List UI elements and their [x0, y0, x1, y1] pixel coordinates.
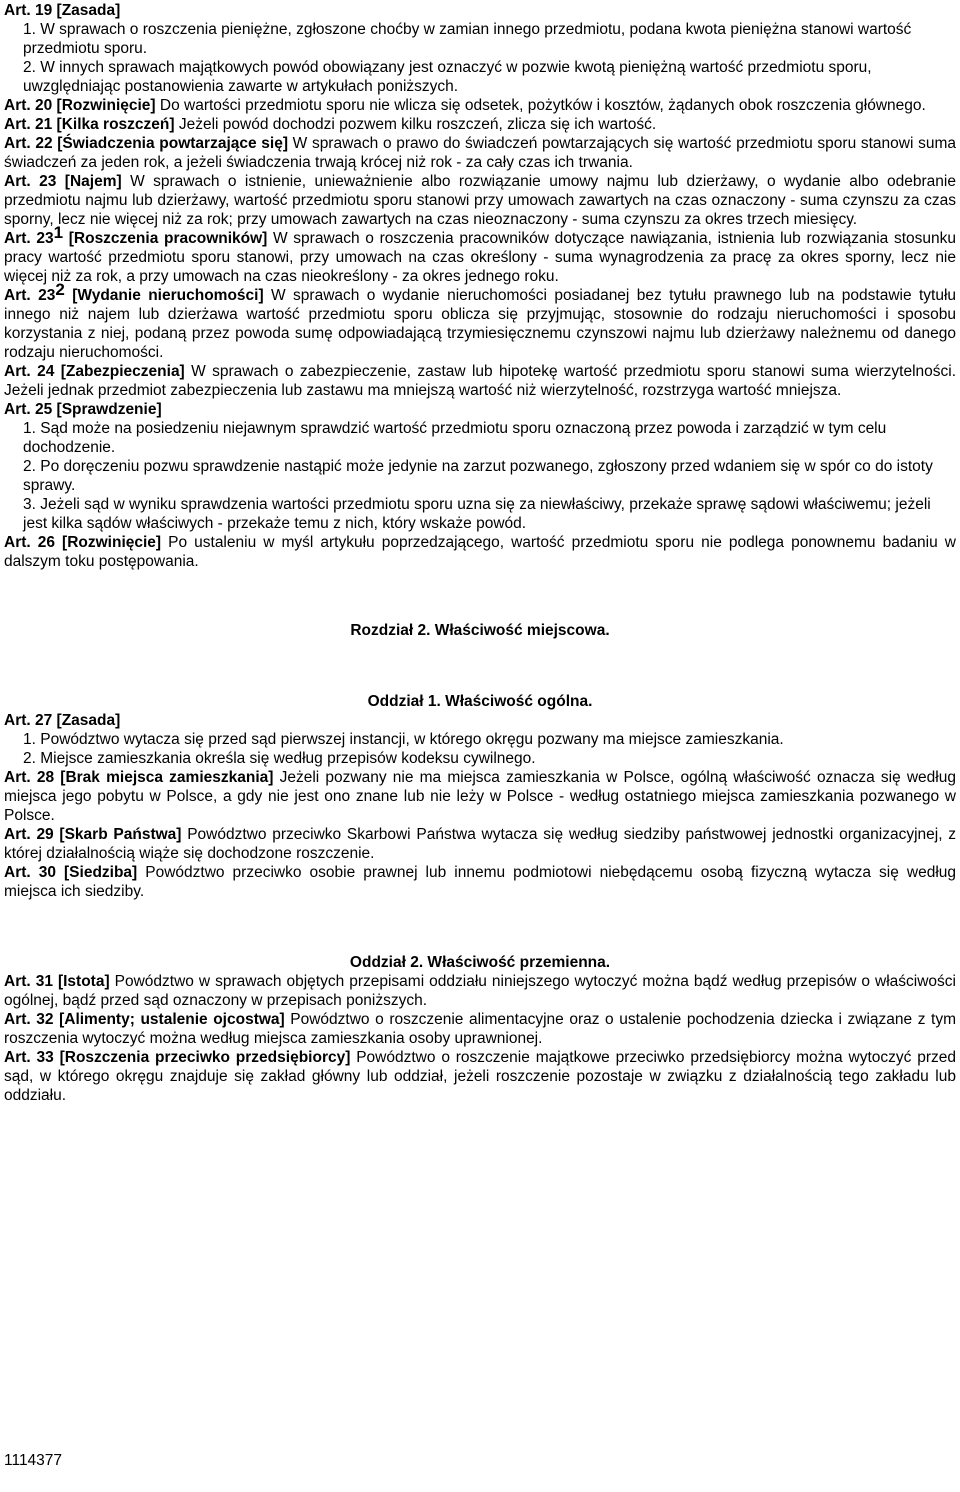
article-23-heading: Art. 23 [Najem] — [4, 173, 122, 190]
article-23-1-text: W sprawach o roszczenia pracowników dotyczące nawiązania, istnienia lub rozwiązania stosunku pracy wartość przedmiotu sporu stanowi, przy umowach na czas określony - suma wynagrodzenia za pracę za okres sporny, lecz nie więcej niż za rok, a przy umowach na czas nieokreślony - za okres jednego roku. — [4, 230, 956, 285]
article-21-text: Jeżeli powód dochodzi pozwem kilku roszczeń, zlicza się ich wartość. — [174, 116, 657, 133]
article-23-1-superscript: 1 — [53, 223, 64, 242]
footer-document-number: 1114377 — [4, 1452, 63, 1469]
article-32-heading: Art. 32 [Alimenty; ustalenie ojcostwa] — [4, 1011, 285, 1028]
article-29-heading: Art. 29 [Skarb Państwa] — [4, 826, 182, 843]
section-1-heading: Oddział 1. Właściwość ogólna. — [367, 693, 593, 710]
article-23-2 — [4, 280, 957, 362]
article-29 — [4, 825, 956, 863]
article-19-title: Art. 19 [Zasada] — [4, 2, 121, 19]
article-23-2-art: Art. 23 — [4, 287, 56, 304]
article-24 — [4, 362, 956, 400]
article-30 — [4, 863, 956, 901]
article-20 — [4, 96, 956, 115]
article-26-text: Po ustaleniu w myśl artykułu poprzedzającego, wartość przedmiotu sporu nie podlega ponownemu badaniu w dalszym toku postępowania. — [4, 534, 956, 570]
article-28 — [4, 768, 956, 825]
article-28-text: Jeżeli pozwany nie ma miejsca zamieszkania w Polsce, ogólną właściwość oznacza się według miejsca jego pobytu w Polsce, a gdy nie jest ono znane lub nie leży w Polsce - według ostatniego miejsca zamieszkania pozwanego w Polsce. — [4, 769, 956, 824]
article-22-heading: Art. 22 [Świadczenia powtarzające się] — [4, 135, 288, 152]
article-23-1-heading: [Roszczenia pracowników] — [63, 230, 268, 247]
article-27-title: Art. 27 [Zasada] — [4, 712, 121, 729]
article-24-text: W sprawach o zabezpieczenie, zastaw lub hipotekę wartość przedmiotu sporu stanowi suma wierzytelności. Jeżeli jednak przedmiot zabezpieczenia lub zastawu ma mniejszą wartość niż wierzytelność, rozstrzyga wartość mniejsza. — [4, 363, 957, 399]
article-30-heading: Art. 30 [Siedziba] — [4, 864, 138, 881]
article-26-heading: Art. 26 [Rozwinięcie] — [4, 534, 162, 551]
article-29-text: Powództwo przeciwko Skarbowi Państwa wytacza się według siedziby państwowej jednostki organizacyjnej, z której działalnością wiąże się dochodzone roszczenie. — [4, 826, 956, 862]
article-31 — [4, 972, 956, 1010]
article-33-heading: Art. 33 [Roszczenia przeciwko przedsiębiorcy] — [4, 1049, 351, 1066]
article-27-para-2: 2. Miejsce zamieszkania określa się według przepisów kodeksu cywilnego. — [23, 750, 536, 767]
article-20-text: Do wartości przedmiotu sporu nie wlicza się odsetek, pożytków i kosztów, żądanych obok roszczenia głównego. — [155, 97, 926, 114]
chapter-2-heading: Rozdział 2. Właściwość miejscowa. — [350, 622, 610, 639]
article-25-para-2: 2. Po doręczeniu pozwu sprawdzenie nastąpić może jedynie na zarzut pozwanego, zgłoszony przed wdaniem się w spór co do istoty sprawy. — [23, 458, 933, 494]
article-25-para-1: 1. Sąd może na posiedzeniu niejawnym sprawdzić wartość przedmiotu sporu oznaczoną przez powoda i zarządzić w tym celu dochodzenie. — [23, 420, 887, 456]
article-30-text: Powództwo przeciwko osobie prawnej lub innemu podmiotowi niebędącemu osobą fizyczną wytacza się według miejsca ich siedziby. — [4, 864, 956, 900]
article-21 — [4, 115, 956, 134]
article-19-para-2: 2. W innych sprawach majątkowych powód obowiązany jest oznaczyć w pozwie kwotą pieniężną wartość przedmiotu sporu, uwzględniając postanowienia zawarte w artykułach poniższych. — [23, 59, 872, 95]
article-22 — [4, 134, 956, 172]
article-20-heading: Art. 20 [Rozwinięcie] — [4, 97, 156, 114]
article-19-para-1: 1. W sprawach o roszczenia pieniężne, zgłoszone choćby w zamian innego przedmiotu, podana kwota pieniężna stanowi wartość przedmiotu sporu. — [23, 21, 912, 57]
article-27-para-1: 1. Powództwo wytacza się przed sąd pierwszej instancji, w którego okręgu pozwany ma miejsce zamieszkania. — [23, 731, 784, 748]
article-23-1 — [4, 223, 956, 286]
article-23-1-art: Art. 23 — [4, 230, 54, 247]
article-31-text: Powództwo w sprawach objętych przepisami oddziału niniejszego wytoczyć można bądź według przepisów o właściwości ogólnej, bądź przed sąd oznaczony w przepisach poniższych. — [4, 973, 956, 1009]
article-21-heading: Art. 21 [Kilka roszczeń] — [4, 116, 175, 133]
article-33-text: Powództwo o roszczenie majątkowe przeciwko przedsiębiorcy można wytoczyć przed sąd, w którego okręgu znajduje się zakład główny lub oddział, jeżeli roszczenie pozostaje w związku z działalnością tego zakładu lub oddziału. — [4, 1049, 956, 1104]
article-23-2-text: W sprawach o wydanie nieruchomości posiadanej bez tytułu prawnego lub na podstawie tytułu innego niż najem lub dzierżawa wartość przedmiotu sporu oblicza się przyjmując, stosownie do rodzaju nieruchomości i sposobu korzystania z niej, podaną przez powoda sumę odpowiadającą trzymiesięcznemu czynszowi najmu lub dzierżawy należnemu od danego rodzaju nieruchomości. — [4, 287, 957, 361]
article-23-text: W sprawach o istnienie, unieważnienie albo rozwiązanie umowy najmu lub dzierżawy, o wydanie albo odebranie przedmiotu najmu lub dzierżawy, wartość przedmiotu sporu stanowi przy umowach zawartych na czas oznaczony - suma czynszu za czas sporny, lecz nie więcej niż za rok; przy umowach zawartych na czas nieoznaczony - suma czynszu za okres trzech miesięcy. — [4, 173, 956, 228]
article-23 — [4, 172, 956, 229]
article-25-title: Art. 25 [Sprawdzenie] — [4, 401, 162, 418]
article-24-heading: Art. 24 [Zabezpieczenia] — [4, 363, 185, 380]
article-32-text: Powództwo o roszczenie alimentacyjne oraz o ustalenie pochodzenia dziecka i związane z tym roszczenia wytoczyć można według miejsca zamieszkania osoby uprawnionej. — [4, 1011, 956, 1047]
article-31-heading: Art. 31 [Istota] — [4, 973, 110, 990]
article-23-2-superscript: 2 — [55, 280, 65, 299]
article-23-2-heading: [Wydanie nieruchomości] — [64, 287, 264, 304]
article-33 — [4, 1048, 956, 1105]
section-2-heading: Oddział 2. Właściwość przemienna. — [349, 954, 611, 971]
article-32 — [4, 1010, 956, 1048]
article-25-para-3: 3. Jeżeli sąd w wyniku sprawdzenia wartości przedmiotu sporu uzna się za niewłaściwy, przekaże sprawę sądowi właściwemu; jeżeli jest kilka sądów właściwych - przekaże temu z nich, który wskaże powód. — [23, 496, 931, 532]
article-28-heading: Art. 28 [Brak miejsca zamieszkania] — [4, 769, 274, 786]
article-26 — [4, 533, 956, 571]
article-22-text: W sprawach o prawo do świadczeń powtarzających się wartość przedmiotu sporu stanowi suma świadczeń za jeden rok, a jeżeli świadczenia trwają krócej niż rok - za cały czas ich trwania. — [4, 135, 956, 171]
